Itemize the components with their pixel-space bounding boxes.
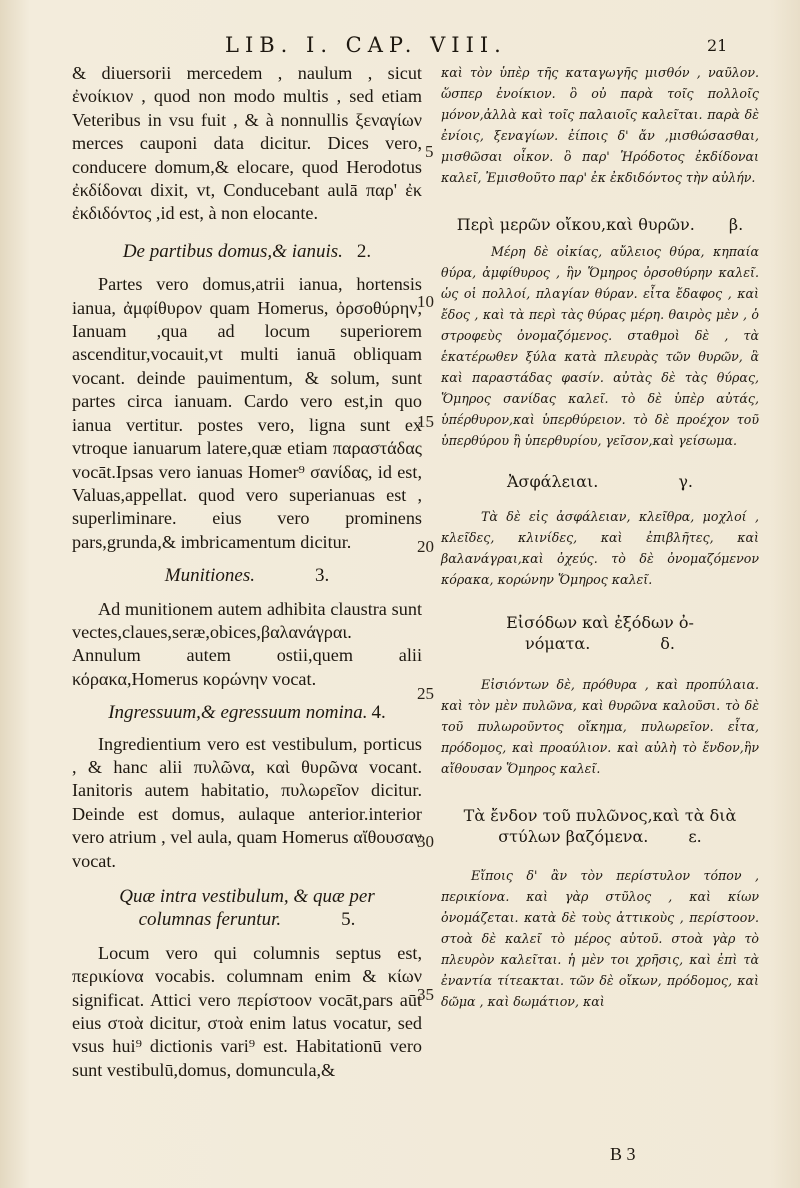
latin-intro-paragraph: & diuersorii mercedem , naulum , sicut ἐνοίκιον , quod non modo multis , sed etiam Veteribus in vsu fuit , & à nonnullis ξεναγίων merces cauponi data dicitur. Dices vero, conducere domum,& elocare, quod Herodotus ἐκδίδοναι dixit, vt, Conducebant aulā παρ' ἐκ ἐκδιδόντος ,id est, à non elocante. xyxy=(72,63,422,224)
latin-heading-vestibulum-line2: columnas feruntur. xyxy=(138,909,282,931)
latin-heading-parts xyxy=(72,240,422,263)
line-number-10: 10 xyxy=(417,292,434,311)
greek-heading-parts-number: β. xyxy=(728,215,744,234)
greek-heading-vestibulum-line1: Τὰ ἔνδον τοῦ πυλῶνος,καὶ τὰ διὰ xyxy=(463,806,737,825)
greek-paragraph-security: Τὰ δὲ εἰς ἀσφάλειαν, κλεῖθρα, μοχλοί , κλεῖδες, κλινίδες, καὶ ἐπιβλῆτες, καὶ βαλανάγραι,καὶ ὀχεύς. τὸ δὲ ὀνομαζόμενον κόρακα, κορώνην Ὅμηρος καλεῖ. xyxy=(441,509,759,587)
latin-heading-ingress xyxy=(72,701,422,724)
line-number-30: 30 xyxy=(417,832,434,851)
line-number-35: 35 xyxy=(417,985,434,1004)
latin-heading-munitiones xyxy=(72,564,422,587)
greek-heading-entries-line2: νόματα. xyxy=(524,634,591,653)
greek-intro-paragraph: καὶ τὸν ὑπὲρ τῆς καταγωγῆς μισθόν , ναῦλον. ὥσπερ ἐνοίκιον. ὃ οὐ παρὰ τοῖς πολλοῖς μόνον,ἀλλὰ καὶ τοῖς παλαιοῖς καλεῖται. παρὰ δὲ ἐνίοις, ξεναγίων. ἐίποις δ' ἄν ,μισθώσασθαι, μισθῶσαι οἶκον. ὃ παρ' Ἡρόδοτος ἐκδίδοναι καλεῖ, Ἐμισθοῦτο παρ' ἐκ ἐκδιδόντος τὴν αὐλήν. xyxy=(441,65,759,185)
running-head: LIB. I. CAP. VIII. xyxy=(225,33,507,57)
latin-paragraph-ingress: Ingredientium vero est vestibulum, porticus , & hanc alii πυλῶνα, καὶ θυρῶνα vocant. Ianitoris autem habitatio, πυλωρεῖον dicitur. Deinde est domus, aulaque anterior.interior vero atrium , vel aula, quam Homerus αἴθουσαν vocat. xyxy=(72,733,422,871)
greek-heading-security-number: γ. xyxy=(678,472,693,491)
greek-heading-vestibulum xyxy=(441,805,759,847)
line-number-15: 15 xyxy=(417,412,434,431)
latin-heading-parts-text: De partibus domus,& ianuis. xyxy=(122,240,343,262)
latin-heading-vestibulum-number: 5. xyxy=(341,909,356,931)
greek-column xyxy=(441,62,759,1012)
latin-paragraph-parts: Partes vero domus,atrii ianua, hortensis ianua, ἀμφίθυρον quam Homerus, ὀρσοθύρην, Ianuam ,qua ad locum superiorem ascenditur,vocauit,vt multi ianuā obliquam vocant. deinde pauimentum, & solum, sunt partes circa ianuam. Cardo vero est,in quo ianua vertitur. postes vero, ligna sunt ex vtroque ianuarum latere,quæ etiam παραστάδας vocāt.Ipsas vero ianuas Homer⁹ σανίδας, id est, Valuas,appellat. quod vero superianuas est , superliminare. eius vero prominens pars,grunda,& imbricamentum dicitur. xyxy=(72,274,422,552)
greek-heading-entries-number: δ. xyxy=(660,634,676,653)
greek-heading-parts xyxy=(441,214,759,235)
greek-heading-vestibulum-line2: στύλων βαζόμενα. xyxy=(498,827,649,846)
latin-paragraph-munitiones: Ad munitionem autem adhibita claustra sunt vectes,claues,seræ,obices,βαλανάγραι. Annulum autem ostii,quem alii κόρακα,Homerus κορώνην vocat. xyxy=(72,598,422,689)
latin-paragraph-vestibulum: Locum vero qui columnis septus est, περικίονα vocabis. columnam enim & κίων significat. Attici vero περίστοον vocāt,pars aūt eius στοὰ dicitur, στοὰ enim latus vocatur, sed vsus hui⁹ dictionis vari⁹ est. Habitationū vero sunt vestibulū,domus, domuncula,& xyxy=(72,942,422,1080)
line-number-20: 20 xyxy=(417,537,434,556)
page-number: 21 xyxy=(707,36,728,55)
greek-heading-security xyxy=(441,471,759,492)
greek-heading-entries xyxy=(441,612,759,654)
line-number-5: 5 xyxy=(425,142,434,161)
greek-paragraph-entries: Εἰσιόντων δὲ, πρόθυρα , καὶ προπύλαια. καὶ τὸν μὲν πυλῶνα, καὶ θυρῶνα καλοῦσι. τὸ δὲ τοῦ πυλωροῦντος οἴκημα, πυλωρεῖον. εἶτα, πρόδομος, καὶ προαύλιον. καὶ αὐλὴ τὸ ἔνδον,ἣν αἴθουσαν Ὅμηρος καλεῖ. xyxy=(441,677,759,776)
greek-paragraph-vestibulum: Εἴποις δ' ἂν τὸν περίστυλον τόπον , περικίονα. καὶ γὰρ στῦλος , καὶ κίων ὀνομάζεται. κατὰ δὲ τοὺς ἀττικοὺς , περίστοον. στοὰ δὲ καλεῖ τὸ μέρος αὐτοῦ. στοὰ γὰρ τὸ πλευρὸν καλεῖται. ἡ μὲν τοι χρῆσις, καὶ ἐπὶ τὰ ἐναντία τίτεακται. τῶν δὲ οἴκων, πρόδομος, καὶ δῶμα , καὶ δωμάτιον, καὶ xyxy=(441,868,759,1009)
latin-heading-vestibulum xyxy=(72,885,422,932)
latin-heading-munitiones-text: Munitiones. xyxy=(164,565,255,587)
latin-heading-parts-number: 2. xyxy=(356,240,372,262)
latin-heading-ingress-number: 4. xyxy=(371,702,386,724)
greek-heading-entries-line1: Εἰσόδων καὶ ἐξόδων ὀ- xyxy=(506,613,694,632)
latin-heading-munitiones-number: 3. xyxy=(315,565,330,587)
greek-heading-vestibulum-number: ε. xyxy=(688,827,702,846)
line-number-25: 25 xyxy=(417,684,434,703)
greek-heading-security-text: Ἀσφάλειαι. xyxy=(506,472,599,491)
latin-column xyxy=(72,62,422,1082)
greek-heading-parts-text: Περὶ μερῶν οἴκου,καὶ θυρῶν. xyxy=(456,215,695,234)
latin-heading-vestibulum-line1: Quæ intra vestibulum, & quæ per xyxy=(119,886,375,907)
greek-paragraph-parts: Μέρη δὲ οἰκίας, αὔλειος θύρα, κηπαία θύρα, ἀμφίθυρος , ἣν Ὅμηρος ὀρσοθύρην καλεῖ. ὡς οἱ πολλοί, πλαγίαν θύραν. εἶτα ἔδαφος , καὶ ἔδος , καὶ τὰ περὶ τὰς θύρας μέρη. θαιρὸς μὲν , ὁ στροφεὺς ὀνομαζόμενος. σταθμοὶ δὲ , τὰ ἑκατέρωθεν ξύλα κατὰ πλευρὰς τῶν θυρῶν, ἃ καὶ παραστάδας φασίν. αὐτὰς δὲ τὰς θύρας, Ὅμηρος σανίδας καλεῖ. τὸ δὲ ὑπὲρ αὐτάς, ὑπέρθυρον,καὶ ὑπερθύρειον. τὸ δὲ προέχον τοῦ ὑπερθύρου ἢ ὑπερθυρίου, γεῖσον,καὶ γείσωμα. xyxy=(441,244,759,448)
latin-heading-ingress-text: Ingressuum,& egressuum nomina. xyxy=(108,702,368,724)
signature-mark: B 3 xyxy=(610,1144,636,1164)
